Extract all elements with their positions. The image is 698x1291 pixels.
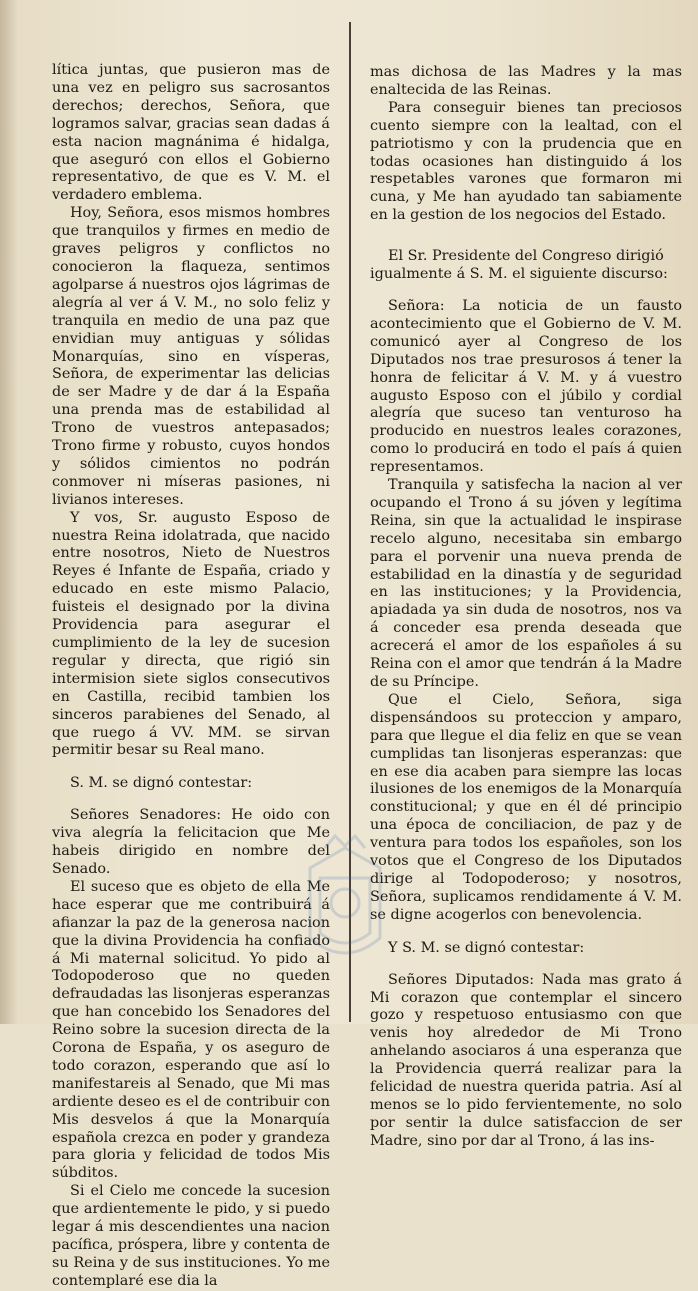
- paragraph: Para conseguir bienes tan preciosos cuento siempre con la lealtad, con el patriotismo y con la prudencia que en todas ocasiones han distinguido á los respetables varones que formaron mi cuna, y Me han ayudado tan sabiamente en la gestion de los negocios del Estado.: [370, 99, 682, 224]
- paragraph: El suceso que es objeto de ella Me hace esperar que me contribuirá á afianzar la paz de la generosa nacion que la divina Providencia ha confiado á Mi maternal solicitud. Yo pido al Todopoderoso que no queden defraudadas las lisonjeras esperanzas que han concebido los Senadores del Reino sobre la sucesion directa de la Corona de España, y os aseguro de todo corazon, esperando que así lo manifestareis al Senado, que Mi mas ardiente deseo es el de contribuir con Mis desvelos á que la Monarquía española crezca en poder y grandeza para gloria y felicidad de todos Mis súbditos.: [52, 878, 330, 1182]
- paragraph: Y vos, Sr. augusto Esposo de nuestra Reina idolatrada, que nacido entre nosotros, Nieto de Nuestros Reyes é Infante de España, criado y educado en este mismo Palacio, fuisteis el designado por la divina Providencia para asegurar el cumplimiento de la ley de sucesion regular y directa, que rigió sin intermision siete siglos consecutivos en Castilla, recibid tambien los sinceros parabienes del Senado, al que ruego á VV. MM. se sirvan permitir besar su Real mano.: [52, 509, 330, 759]
- paragraph: lítica juntas, que pusieron mas de una vez en peligro sus sacrosantos derechos; derechos, Señora, que logramos salvar, gracias sean dadas á esta nacion magnánima é hidalga, que aseguró con ellos el Gobierno representativo, de que es V. M. el verdadero emblema.: [52, 62, 330, 204]
- left-column: [52, 62, 330, 1291]
- paragraph: mas dichosa de las Madres y la mas enaltecida de las Reinas.: [370, 64, 682, 98]
- section-heading: Y S. M. se dignó contestar:: [388, 939, 585, 956]
- paragraph: Señores Diputados: Nada mas grato á Mi corazon que contemplar el sincero gozo y respetuoso entusiasmo con que venis hoy alrededor de Mi Trono anhelando asociaros á una esperanza que la Providencia querrá realizar para la felicidad de nuestra querida patria. Así al menos se lo pido fervientemente, no solo por sentir la dulce satisfaccion de ser Madre, sino por dar al Trono, á las ins-: [370, 971, 682, 1149]
- paragraph: Tranquila y satisfecha la nacion al ver ocupando el Trono á su jóven y legítima Reina, sin que la actualidad le inspirase recelo alguno, necesitaba sin embargo para el porvenir una nueva prenda de estabilidad en la dinastía y de seguridad en las instituciones; y la Providencia, apiadada ya sin duda de nosotros, nos va á conceder esa prenda deseada que acrecerá el amor de los españoles á su Reina con el amor que tendrán á la Madre de su Príncipe.: [370, 477, 682, 690]
- right-column: [370, 64, 682, 1151]
- paragraph: Señores Senadores: He oido con viva alegría la felicitacion que Me habeis dirigido en nombre del Senado.: [52, 807, 330, 877]
- page-edge-shadow: [0, 0, 18, 1024]
- paragraph: Señora: La noticia de un fausto acontecimiento que el Gobierno de V. M. comunicó ayer al Congreso de los Diputados nos trae presurosos á tener la honra de felicitar á V. M. y á vuestro augusto Esposo con el júbilo y cordial alegría que suceso tan venturoso ha producido en nuestros leales corazones, como lo producirá en todo el país á quien representamos.: [370, 297, 682, 476]
- paragraph: Hoy, Señora, esos mismos hombres que tranquilos y firmes en medio de graves peligros y conflictos no conocieron la flaqueza, sentimos agolparse á nuestros ojos lágrimas de alegría al ver á V. M., no solo feliz y tranquila en medio de una paz que envidian muy antiguas y sólidas Monarquías, sino en vísperas, Señora, de experimentar las delicias de ser Madre y de dar á la España una prenda mas de estabilidad al Trono de vuestros antepasados; Trono firme y robusto, cuyos hondos y sólidos cimientos no podrán conmover ni míseras pasiones, ni livianos intereses.: [52, 205, 330, 508]
- paragraph: Si el Cielo me concede la sucesion que ardientemente le pido, y si puedo legar á mis descendientes una nacion pacífica, próspera, libre y contenta de su Reina y de sus instituciones. Yo me contemplaré ese dia la: [52, 1183, 330, 1289]
- section-heading: El Sr. Presidente del Congreso dirigió igualmente á S. M. el siguiente discurso:: [370, 248, 668, 283]
- section-heading: S. M. se dignó contestar:: [70, 775, 253, 792]
- column-divider: [349, 22, 351, 1022]
- paragraph: Que el Cielo, Señora, siga dispensándoos su proteccion y amparo, para que llegue el dia feliz en que se vean cumplidas tan lisonjeras esperanzas: que en ese dia acaben para siempre las locas ilusiones de los enemigos de la Monarquía constitucional; y que en él dé principio una época de conciliacion, de paz y de ventura para todos los españoles, son los votos que el Congreso de los Diputados dirige al Todopoderoso; y nosotros, Señora, suplicamos rendidamente á V. M. se digne acogerlos con benevolencia.: [370, 691, 682, 923]
